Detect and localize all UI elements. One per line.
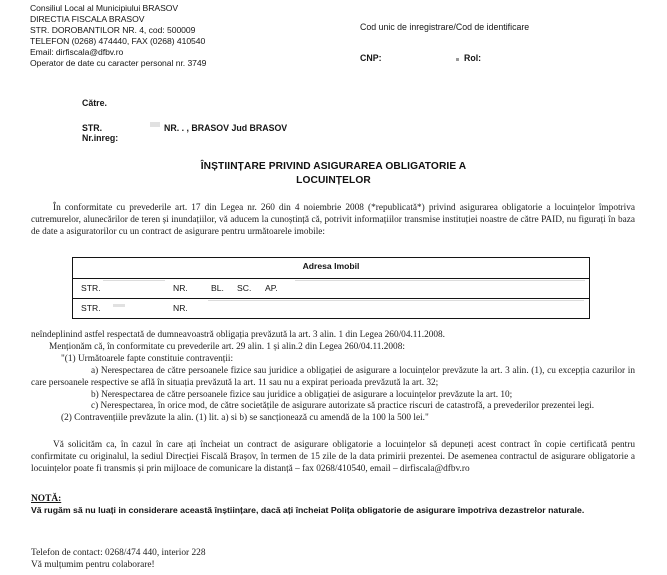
catre-label: Către. (82, 98, 107, 108)
request-paragraph-block (31, 440, 635, 476)
line-mentionam: Menționăm că, în conformitate cu prevederile art. 29 alin. 1 și alin.2 din Legea 260/04.11.2008: (49, 341, 405, 352)
nota-text: Vă rugăm să nu luați in considerare această înștiințare, dacă ați încheiat Polița obligatorie de asigurare împotriva dezastrelor naturale. (31, 505, 585, 515)
nrinreg-label: Nr.inreg: (82, 133, 119, 143)
cnp-label: CNP: (360, 53, 382, 63)
page-title-line1: ÎNȘTIINȚARE PRIVIND ASIGURAREA OBLIGATORIE A (200, 161, 467, 172)
table-row (73, 299, 589, 320)
property-address-table (72, 257, 590, 319)
footer-thanks: Vă mulțumim pentru colaborare! (31, 560, 155, 571)
intro-paragraph-block (31, 203, 635, 239)
cell-str-1: STR. (81, 282, 101, 293)
legal-citation-block (31, 330, 635, 425)
page-title-line2: LOCUINȚELOR (296, 174, 371, 186)
issuer-line-email: Email: dirfiscala@dfbv.ro (30, 47, 124, 58)
addressee-address-value: NR. . , BRASOV Jud BRASOV (164, 123, 288, 133)
table-header-row (73, 258, 589, 279)
line-contraventie-b: b) Nerespectarea de către persoanele fizice sau juridice a obligației de asigurare a locuințelor prevăzute la art. 10; (91, 389, 513, 400)
line-alineat-2: (2) Contravențiile prevăzute la alin. (1) lit. a) si b) se sancționează cu amendă de la 100 la 500 lei." (61, 413, 429, 424)
cnp-rol-line (360, 53, 482, 63)
rol-label: Rol: (464, 53, 482, 63)
issuer-line-phone-fax: TELEFON (0268) 474440, FAX (0268) 410540 (30, 36, 206, 47)
cell-nr-2: NR. (173, 303, 188, 314)
line-contraventie-a: a) Nerespectarea de către persoanele fizice sau juridice a obligației de asigurare a locuințelor prevăzute la art. 3 alin. (1), cu excepția cazurilor in care persoanele respective se află în situația prevăzută la art. 11 sau nu a expirat perioada prevăzută la art. 32; (31, 365, 635, 388)
addressee-street-line (82, 123, 288, 133)
issuer-header-block (30, 3, 206, 70)
line-nerespectare-obligatie: neîndeplinind astfel respectată de dumneavoastră obligația prevăzută la art. 3 alin. 1 din Legea 260/04.11.2008. (31, 330, 445, 340)
line-alineat-1: "(1) Următoarele fapte constituie contravenții: (61, 353, 234, 364)
request-paragraph: Vă solicităm ca, în cazul în care ați încheiat un contract de asigurare obligatorie a locuințelor să depuneți acest contract în copie certificată pentru confirmitate cu originalul, la sediul Direcției Fiscală Brașov, în termen de 15 zile de la data primirii prezentei. De asemenea contractul de asigurare obligatorie a locuințelor poate fi transmis și prin mijloace de comunicare la distanță – fax 0268/410540, email – dirfiscala@dfbv.ro (31, 440, 635, 474)
cell-sc-1: SC. (237, 282, 252, 293)
cell-bl-1: BL. (211, 282, 224, 293)
redaction-smudge-row2 (113, 304, 125, 307)
cod-unic-label: Cod unic de inregistrare/Cod de identificare (360, 22, 530, 32)
intro-paragraph: În conformitate cu prevederile art. 17 din Legea nr. 260 din 4 noiembrie 2008 (*republicată*) privind asigurarea obligatorie a locuințelor împotriva cutremurelor, alunecărilor de teren și inundațiilor, vă aducem la cunoștință că, potrivit informațiilor transmise instituției noastre de către PAID, nu figurați în baza de date a asiguratorilor cu un contract de asigurare pentru următoarele imobile: (31, 203, 635, 237)
issuer-line-department: DIRECTIA FISCALA BRASOV (30, 14, 145, 25)
page-title (0, 160, 667, 187)
table-header-adresa-imobil: Adresa Imobil (302, 261, 360, 271)
str-label: STR. (82, 123, 103, 133)
redaction-line-row1 (103, 280, 165, 281)
redaction-line-row1-right (295, 280, 585, 281)
footer-block (31, 547, 206, 572)
cell-nr-1: NR. (173, 282, 188, 293)
cell-str-2: STR. (81, 303, 101, 314)
issuer-line-council: Consiliul Local al Municipiului BRASOV (30, 3, 179, 13)
cell-ap-1: AP. (265, 282, 278, 293)
line-contraventie-c: c) Nerespectarea, în orice mod, de către societățile de asigurare autorizate să practice riscuri de catastrofă, a prevederilor prezentei legi. (91, 401, 595, 412)
redaction-mark (456, 58, 459, 61)
redaction-line-row2 (208, 300, 584, 301)
redaction-smudge-address (150, 122, 160, 127)
nota-label: NOTĂ: (31, 494, 62, 504)
issuer-line-operator: Operator de date cu caracter personal nr. 3749 (30, 58, 207, 69)
issuer-line-street: STR. DOROBANTILOR NR. 4, cod: 500009 (30, 25, 196, 36)
table-row (73, 279, 589, 300)
footer-phone: Telefon de contact: 0268/474 440, interior 228 (31, 548, 206, 558)
